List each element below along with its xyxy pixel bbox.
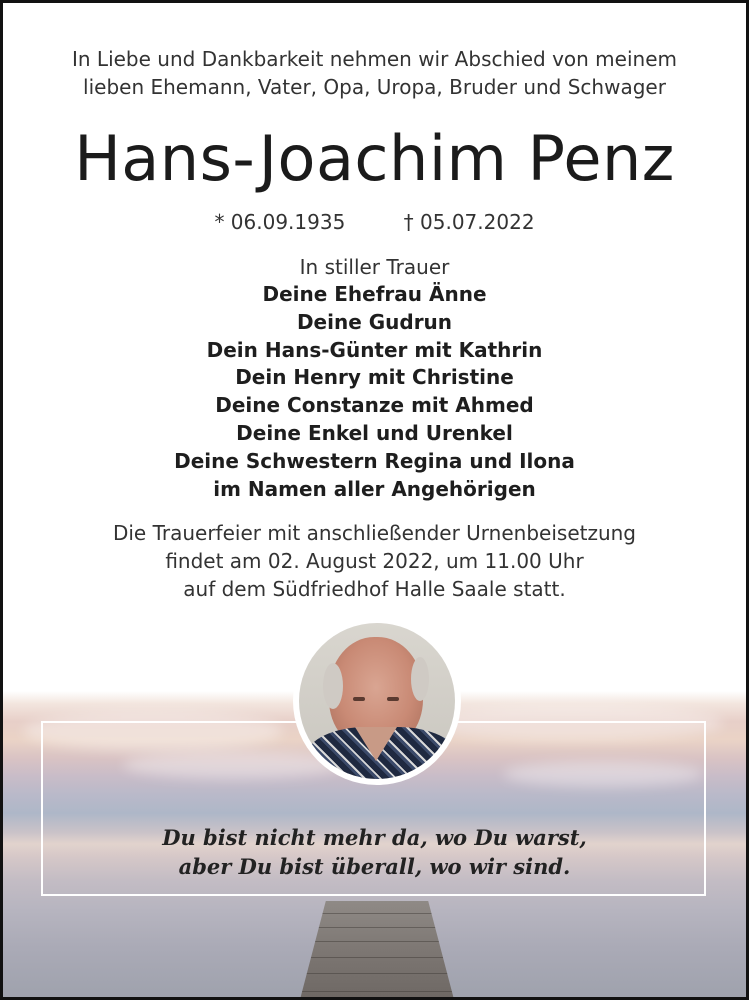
death-date: † 05.07.2022 (403, 210, 535, 234)
memorial-quote (3, 823, 746, 881)
wooden-jetty (297, 901, 457, 1000)
quote-line-1: Du bist nicht mehr da, wo Du warst, (162, 825, 587, 850)
mourner-item: Deine Gudrun (296, 309, 453, 334)
portrait-photo (299, 623, 455, 779)
mourner-item: Deine Ehefrau Änne (262, 282, 487, 306)
quote-line-2: aber Du bist überall, wo wir sind. (178, 854, 571, 879)
intro-line-1: In Liebe und Dankbarkeit nehmen wir Abschied von meinem (72, 47, 677, 71)
funeral-line-1: Die Trauerfeier mit anschließender Urnenbeisetzung (112, 521, 637, 545)
deceased-name: Hans-Joachim Penz (74, 122, 675, 195)
mourner-item: Dein Hans-Günter mit Kathrin (206, 337, 543, 362)
mourners-list (3, 281, 746, 503)
funeral-line-3: auf dem Südfriedhof Halle Saale statt. (183, 577, 566, 601)
mourner-item: Deine Enkel und Urenkel (236, 420, 513, 445)
mourner-item: im Namen aller Angehörigen (213, 476, 536, 501)
life-dates (3, 208, 746, 236)
mourner-item: Deine Constanze mit Ahmed (215, 393, 534, 418)
mourner-item: Deine Schwestern Regina und Ilona (174, 448, 575, 473)
mourning-label: In stiller Trauer (299, 255, 450, 279)
intro-text (3, 45, 746, 101)
mourner-item: Dein Henry mit Christine (235, 365, 514, 390)
birth-date: * 06.09.1935 (214, 210, 346, 234)
funeral-info (3, 519, 746, 603)
intro-line-2: lieben Ehemann, Vater, Opa, Uropa, Bruder und Schwager (83, 75, 666, 99)
funeral-line-2: findet am 02. August 2022, um 11.00 Uhr (165, 549, 584, 573)
